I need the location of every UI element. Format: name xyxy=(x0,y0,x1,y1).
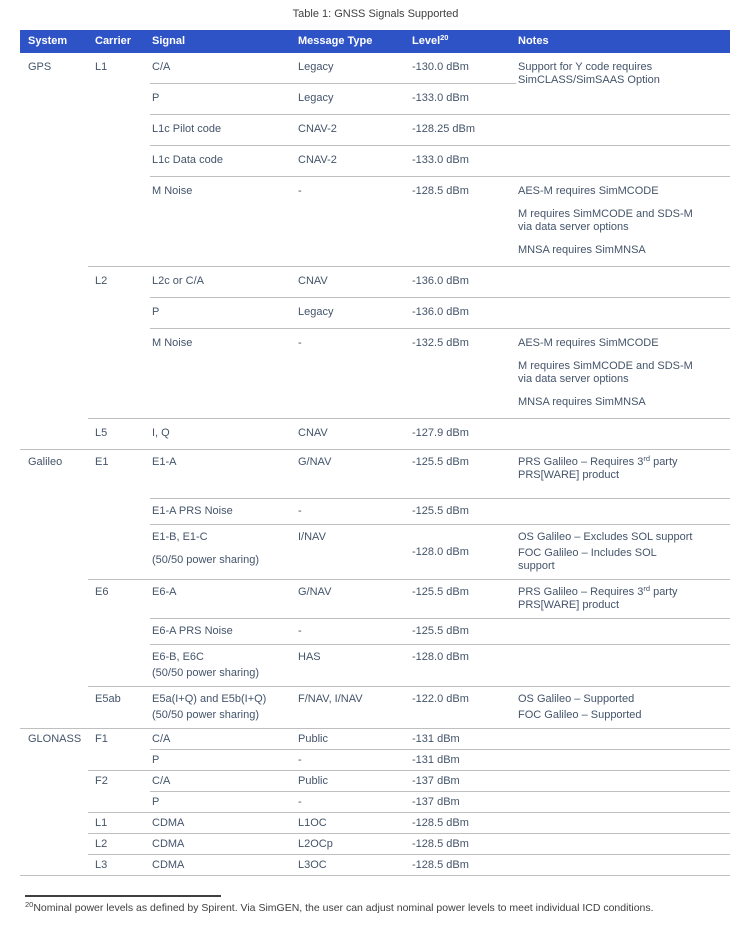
cell-system xyxy=(20,53,88,450)
cell-level xyxy=(410,792,516,813)
footnote-text: Nominal power levels as defined by Spirent. Via SimGEN, the user can adjust nominal power levels to meet individual ICD conditions. xyxy=(33,902,654,914)
cell-signal xyxy=(150,419,296,450)
cell-notes xyxy=(516,750,730,771)
cell-notes xyxy=(516,450,730,499)
cell-level xyxy=(410,267,516,298)
cell-carrier xyxy=(88,855,150,876)
table-body xyxy=(20,53,730,876)
table-row xyxy=(20,267,730,298)
text-line: - xyxy=(298,505,302,517)
text-line: E1-B, E1-C xyxy=(152,531,208,543)
text-line: - xyxy=(298,337,302,349)
table-header-row xyxy=(20,30,730,53)
text-line: GLONASS xyxy=(28,733,82,745)
text-line: L1c Pilot code xyxy=(152,123,222,135)
text-line: L1 xyxy=(95,817,108,829)
cell-notes xyxy=(516,729,730,750)
cell-signal xyxy=(150,813,296,834)
text-line: (50/50 power sharing) xyxy=(152,667,260,679)
text-line: PRS Galileo – Requires 3rd party PRS[WARE] product xyxy=(518,584,678,611)
cell-msg xyxy=(296,177,410,267)
cell-system xyxy=(20,729,88,876)
column-header-carrier: Carrier xyxy=(88,30,150,53)
cell-signal xyxy=(150,855,296,876)
cell-msg xyxy=(296,792,410,813)
text-line: L2 xyxy=(95,275,108,287)
cell-notes xyxy=(516,645,730,687)
cell-notes xyxy=(516,580,730,619)
cell-notes xyxy=(516,419,730,450)
cell-carrier xyxy=(88,53,150,267)
column-header-system: System xyxy=(20,30,88,53)
text-line: E1-A xyxy=(152,456,177,468)
cell-notes xyxy=(516,499,730,525)
cell-signal xyxy=(150,177,296,267)
table-row xyxy=(20,771,730,792)
superscript: rd xyxy=(643,584,651,593)
text-line: Public xyxy=(298,775,328,787)
level-label: Level xyxy=(412,35,441,47)
cell-signal xyxy=(150,792,296,813)
text-line: CNAV-2 xyxy=(298,123,337,135)
text-line: OS Galileo – Excludes SOL support xyxy=(518,531,693,543)
cell-notes xyxy=(516,771,730,792)
cell-notes xyxy=(516,855,730,876)
text-line: (50/50 power sharing) xyxy=(152,709,260,721)
text-line: Legacy xyxy=(298,92,334,104)
cell-carrier xyxy=(88,834,150,855)
cell-level xyxy=(410,771,516,792)
cell-level xyxy=(410,525,516,580)
cell-msg xyxy=(296,267,410,298)
cell-msg xyxy=(296,580,410,619)
table-row xyxy=(20,53,730,84)
table-row xyxy=(20,419,730,450)
text-line: M requires SimMCODE and SDS-M via data server options xyxy=(518,360,693,385)
cell-level xyxy=(410,813,516,834)
cell-level xyxy=(410,53,516,84)
text-line: Public xyxy=(298,733,328,745)
cell-level xyxy=(410,750,516,771)
text-line: -125.5 dBm xyxy=(412,625,469,637)
cell-level xyxy=(410,729,516,750)
cell-signal xyxy=(150,450,296,499)
text-line: -122.0 dBm xyxy=(412,693,469,705)
cell-signal xyxy=(150,84,296,115)
cell-signal xyxy=(150,53,296,84)
text-line: MNSA requires SimMNSA xyxy=(518,244,646,256)
text-line: -131 dBm xyxy=(412,733,460,745)
text-line: E6 xyxy=(95,586,109,598)
cell-level xyxy=(410,450,516,499)
text-line: AES-M requires SimMCODE xyxy=(518,337,659,349)
text-line: -131 dBm xyxy=(412,754,460,766)
cell-msg xyxy=(296,115,410,146)
cell-notes xyxy=(516,619,730,645)
text-line: -133.0 dBm xyxy=(412,154,469,166)
text-line: E1-A PRS Noise xyxy=(152,505,233,517)
cell-carrier xyxy=(88,813,150,834)
table-row xyxy=(20,450,730,499)
cell-signal xyxy=(150,298,296,329)
text-line: L5 xyxy=(95,427,108,439)
cell-carrier xyxy=(88,450,150,580)
text-line: L1c Data code xyxy=(152,154,223,166)
cell-level xyxy=(410,84,516,115)
text-line: C/A xyxy=(152,733,171,745)
cell-msg xyxy=(296,146,410,177)
cell-msg xyxy=(296,834,410,855)
cell-level xyxy=(410,115,516,146)
table-row xyxy=(20,813,730,834)
cell-msg xyxy=(296,525,410,580)
text-line: CDMA xyxy=(152,817,185,829)
text-line: G/NAV xyxy=(298,586,332,598)
cell-signal xyxy=(150,619,296,645)
cell-carrier xyxy=(88,687,150,729)
text-line: L3 xyxy=(95,859,108,871)
cell-level xyxy=(410,419,516,450)
cell-msg xyxy=(296,771,410,792)
text-line: -136.0 dBm xyxy=(412,275,469,287)
cell-signal xyxy=(150,499,296,525)
cell-level xyxy=(410,619,516,645)
text-line: L3OC xyxy=(298,859,327,871)
table-row xyxy=(20,687,730,729)
text-line: CDMA xyxy=(152,859,185,871)
text-line: L2 xyxy=(95,838,108,850)
cell-msg xyxy=(296,450,410,499)
cell-msg xyxy=(296,750,410,771)
text-line: CNAV xyxy=(298,427,328,439)
cell-msg xyxy=(296,84,410,115)
text-line: C/A xyxy=(152,775,171,787)
text-line: M requires SimMCODE and SDS-M via data server options xyxy=(518,208,693,233)
cell-notes xyxy=(516,329,730,419)
cell-msg xyxy=(296,499,410,525)
text-line: CNAV xyxy=(298,275,328,287)
column-header-notes: Notes xyxy=(516,30,730,53)
cell-level xyxy=(410,146,516,177)
cell-carrier xyxy=(88,419,150,450)
text-line: Legacy xyxy=(298,61,334,73)
text-line: F/NAV, I/NAV xyxy=(298,693,363,705)
cell-notes xyxy=(516,834,730,855)
text-line: P xyxy=(152,754,160,766)
cell-signal xyxy=(150,645,296,687)
cell-system xyxy=(20,450,88,729)
cell-signal xyxy=(150,687,296,729)
text-line: -128.0 dBm xyxy=(412,545,469,558)
text-line: -136.0 dBm xyxy=(412,306,469,318)
level-footnote-reference: 20 xyxy=(440,33,449,42)
text-line: L1OC xyxy=(298,817,327,829)
cell-notes xyxy=(516,115,730,146)
text-line: -132.5 dBm xyxy=(412,337,469,349)
cell-level xyxy=(410,329,516,419)
text-line: C/A xyxy=(152,61,171,73)
cell-notes xyxy=(516,177,730,267)
text-line: -125.5 dBm xyxy=(412,505,469,517)
text-line: AES-M requires SimMCODE xyxy=(518,185,659,197)
cell-level xyxy=(410,499,516,525)
text-line: -137 dBm xyxy=(412,775,460,787)
footnote-text-line xyxy=(25,901,751,916)
cell-notes xyxy=(516,298,730,329)
cell-notes xyxy=(516,813,730,834)
text-line: GPS xyxy=(28,61,52,73)
cell-carrier xyxy=(88,771,150,813)
text-line: E6-A xyxy=(152,586,177,598)
cell-signal xyxy=(150,729,296,750)
text-line: - xyxy=(298,625,302,637)
cell-level xyxy=(410,298,516,329)
cell-signal xyxy=(150,329,296,419)
cell-signal xyxy=(150,115,296,146)
text-line: F1 xyxy=(95,733,108,745)
cell-notes xyxy=(516,53,730,115)
cell-carrier xyxy=(88,580,150,687)
cell-signal xyxy=(150,771,296,792)
text-line: FOC Galileo – Supported xyxy=(518,709,642,721)
superscript: rd xyxy=(643,454,651,463)
cell-signal xyxy=(150,267,296,298)
text-line: Galileo xyxy=(28,456,63,468)
cell-msg xyxy=(296,687,410,729)
text-line: E6-B, E6C xyxy=(152,651,204,663)
cell-carrier xyxy=(88,729,150,771)
text-line: E5ab xyxy=(95,693,121,705)
cell-msg xyxy=(296,813,410,834)
cell-notes xyxy=(516,146,730,177)
table-row xyxy=(20,580,730,619)
text-line: -125.5 dBm xyxy=(412,456,469,468)
cell-level xyxy=(410,645,516,687)
table-row xyxy=(20,834,730,855)
text-line: - xyxy=(298,185,302,197)
text-line: L2OCp xyxy=(298,838,333,850)
text-line: G/NAV xyxy=(298,456,332,468)
text-line: -128.0 dBm xyxy=(412,651,469,663)
cell-msg xyxy=(296,419,410,450)
footnote-reference: 20 xyxy=(25,900,34,909)
cell-notes xyxy=(516,687,730,729)
text-line: L1 xyxy=(95,61,108,73)
cell-signal xyxy=(150,146,296,177)
cell-msg xyxy=(296,619,410,645)
text-line: CNAV-2 xyxy=(298,154,337,166)
cell-msg xyxy=(296,329,410,419)
text-line: M Noise xyxy=(152,337,193,349)
text-line: E1 xyxy=(95,456,109,468)
cell-level xyxy=(410,855,516,876)
text-line: -128.25 dBm xyxy=(412,123,475,135)
text-line: -127.9 dBm xyxy=(412,427,469,439)
text-line: (50/50 power sharing) xyxy=(152,554,260,566)
text-line: P xyxy=(152,92,160,104)
text-line: -133.0 dBm xyxy=(412,92,469,104)
text-line: L2c or C/A xyxy=(152,275,204,287)
text-line: -130.0 dBm xyxy=(412,61,469,73)
column-header-signal: Signal xyxy=(150,30,296,53)
cell-level xyxy=(410,834,516,855)
cell-msg xyxy=(296,53,410,84)
cell-msg xyxy=(296,729,410,750)
cell-signal xyxy=(150,834,296,855)
text-line: E6-A PRS Noise xyxy=(152,625,233,637)
text-line: -128.5 dBm xyxy=(412,859,469,871)
footnote-separator-rule xyxy=(25,895,221,897)
text-line: Support for Y code requires SimCLASS/SimSAAS Option xyxy=(518,61,660,86)
text-line: -128.5 dBm xyxy=(412,185,469,197)
gnss-signals-table xyxy=(20,30,730,876)
text-line: E5a(I+Q) and E5b(I+Q) xyxy=(152,693,267,705)
footnote xyxy=(25,895,751,916)
cell-level xyxy=(410,687,516,729)
text-line: FOC Galileo – Includes SOL support xyxy=(518,547,657,572)
text-line: - xyxy=(298,754,302,766)
table-row xyxy=(20,729,730,750)
text-line: P xyxy=(152,796,160,808)
cell-notes xyxy=(516,267,730,298)
text-line: I/NAV xyxy=(298,531,326,543)
text-line: -128.5 dBm xyxy=(412,817,469,829)
text-line: Legacy xyxy=(298,306,334,318)
text-line: CDMA xyxy=(152,838,185,850)
cell-notes xyxy=(516,525,730,580)
cell-signal xyxy=(150,525,296,580)
cell-carrier xyxy=(88,267,150,419)
cell-signal xyxy=(150,750,296,771)
cell-level xyxy=(410,580,516,619)
cell-msg xyxy=(296,645,410,687)
cell-signal xyxy=(150,580,296,619)
cell-level xyxy=(410,177,516,267)
text-line: -137 dBm xyxy=(412,796,460,808)
cell-msg xyxy=(296,298,410,329)
text-line: -128.5 dBm xyxy=(412,838,469,850)
text-line: MNSA requires SimMNSA xyxy=(518,396,646,408)
text-line: - xyxy=(298,796,302,808)
text-line: HAS xyxy=(298,651,321,663)
table-row xyxy=(20,855,730,876)
text-line: I, Q xyxy=(152,427,170,439)
text-line: PRS Galileo – Requires 3rd party PRS[WARE] product xyxy=(518,454,678,481)
table-caption: Table 1: GNSS Signals Supported xyxy=(292,8,459,20)
text-line: M Noise xyxy=(152,185,193,197)
text-line: OS Galileo – Supported xyxy=(518,693,635,705)
text-line: -125.5 dBm xyxy=(412,586,469,598)
cell-notes xyxy=(516,792,730,813)
column-header-level xyxy=(410,30,516,53)
column-header-message-type: Message Type xyxy=(296,30,410,53)
text-line: F2 xyxy=(95,775,108,787)
text-line: P xyxy=(152,306,160,318)
cell-msg xyxy=(296,855,410,876)
